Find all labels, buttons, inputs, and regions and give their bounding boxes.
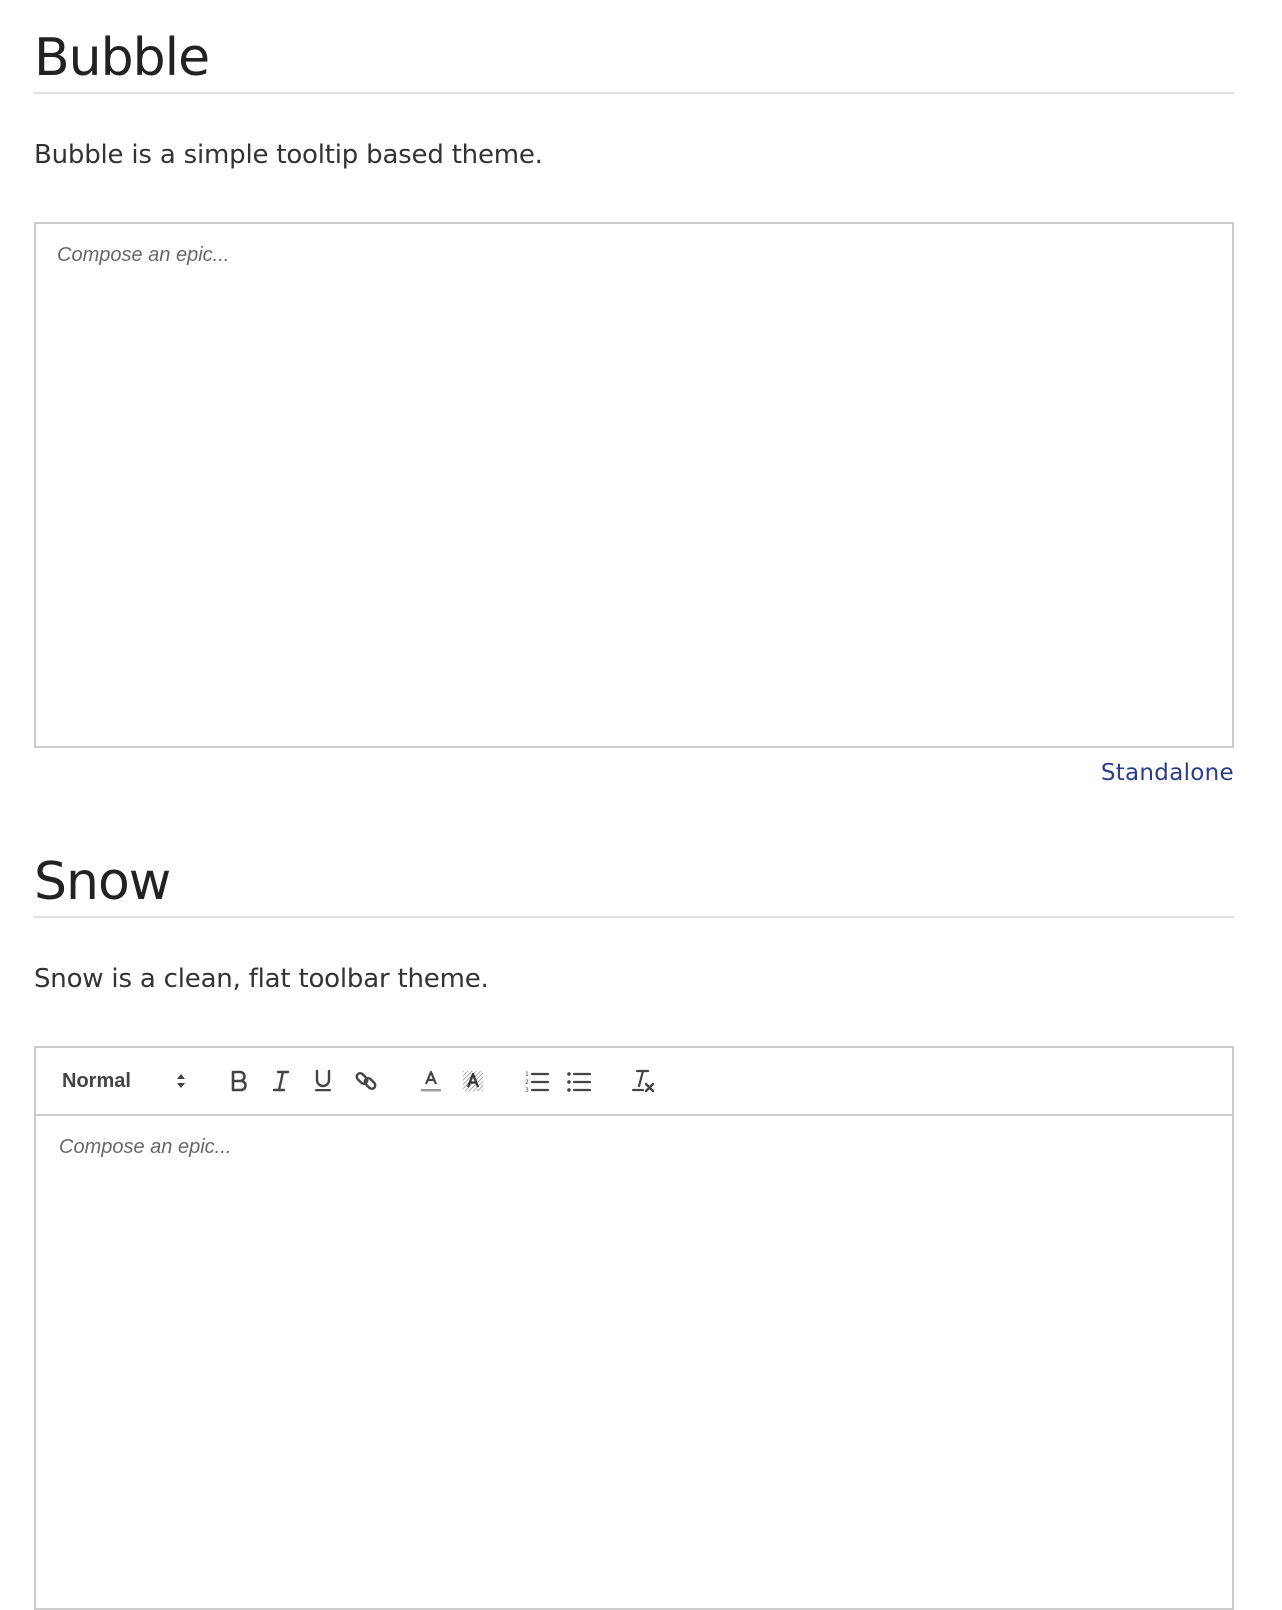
bullet-list-button[interactable] xyxy=(564,1048,594,1114)
underline-button[interactable] xyxy=(308,1048,338,1114)
bold-icon xyxy=(229,1070,249,1092)
bubble-heading: Bubble xyxy=(34,28,1234,94)
clear-format-button[interactable] xyxy=(628,1048,660,1114)
background-color-icon xyxy=(461,1069,485,1093)
snow-editor-body[interactable] xyxy=(36,1116,1232,1608)
link-icon xyxy=(354,1069,378,1093)
bold-button[interactable] xyxy=(224,1048,254,1114)
italic-button[interactable] xyxy=(266,1048,296,1114)
snow-section xyxy=(34,852,1234,1158)
svg-text:2: 2 xyxy=(525,1079,529,1086)
svg-text:3: 3 xyxy=(525,1087,529,1093)
link-button[interactable] xyxy=(350,1048,382,1114)
snow-description: Snow is a clean, flat toolbar theme. xyxy=(34,964,489,994)
text-color-button[interactable] xyxy=(416,1048,446,1114)
bubble-editor-placeholder: Compose an epic... xyxy=(57,244,230,266)
ordered-list-icon xyxy=(524,1069,550,1093)
ordered-list-button[interactable] xyxy=(522,1048,552,1114)
bubble-editor[interactable] xyxy=(34,222,1234,748)
header-picker-label: Normal xyxy=(62,1069,131,1092)
picker-arrows-icon[interactable] xyxy=(172,1048,190,1114)
clear-format-icon xyxy=(631,1068,657,1094)
italic-icon xyxy=(271,1070,291,1092)
svg-text:1: 1 xyxy=(525,1071,529,1078)
background-color-button[interactable] xyxy=(458,1048,488,1114)
snow-heading: Snow xyxy=(34,852,1234,918)
bubble-description: Bubble is a simple tooltip based theme. xyxy=(34,140,543,170)
snow-editor-placeholder: Compose an epic... xyxy=(59,1136,232,1158)
bubble-standalone-link[interactable]: Standalone xyxy=(1100,760,1234,786)
bubble-section xyxy=(34,28,1234,786)
snow-editor xyxy=(34,1046,1234,1610)
bubble-editor-body[interactable] xyxy=(36,224,1232,746)
underline-icon xyxy=(313,1069,333,1093)
text-color-icon xyxy=(420,1069,442,1093)
snow-toolbar xyxy=(36,1048,1232,1116)
bullet-list-icon xyxy=(566,1069,592,1093)
